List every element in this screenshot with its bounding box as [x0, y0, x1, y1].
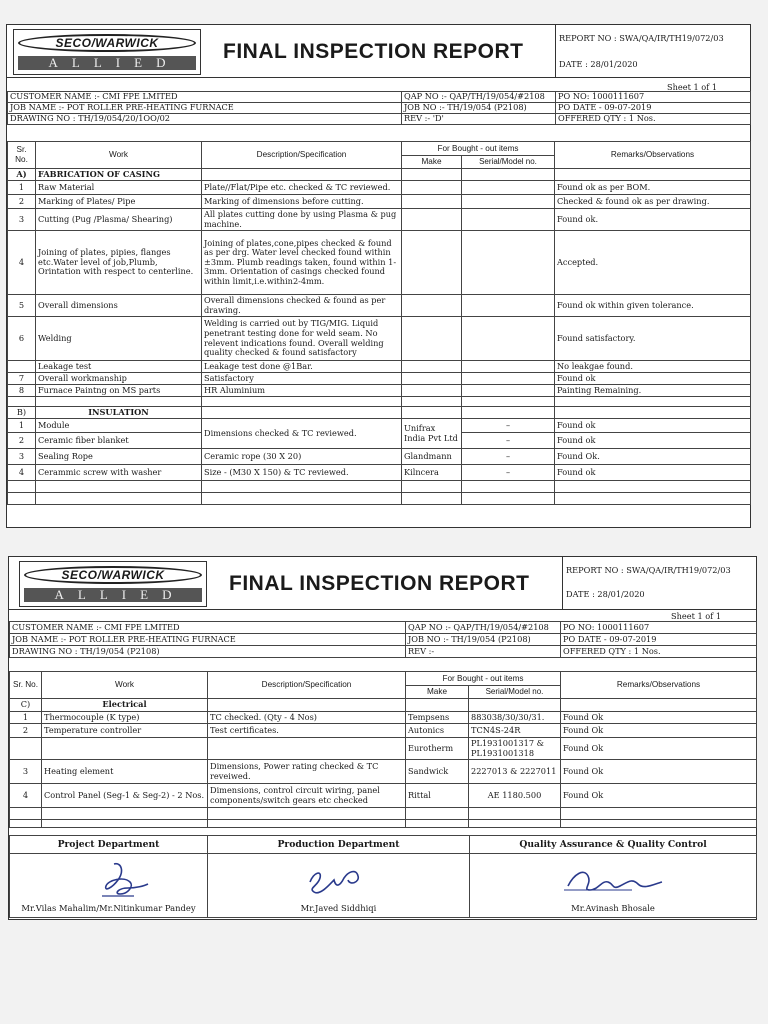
job-no: JOB NO :- TH/19/054 (P2108): [406, 634, 561, 646]
qap-no: QAP NO :- QAP/TH/19/054/#2108: [406, 622, 561, 634]
row-remark: No leakgae found.: [555, 361, 751, 373]
row-remark: Found ok: [555, 373, 751, 385]
col-desc: Description/Specification: [208, 672, 406, 699]
table-row: [8, 419, 751, 433]
col-desc: Description/Specification: [202, 142, 402, 169]
table-row: [10, 760, 757, 784]
row-make: Sandwick: [406, 760, 469, 784]
row-work: Overall workmanship: [36, 373, 202, 385]
row-sr: 3: [8, 449, 36, 465]
row-remark: Found ok: [555, 465, 751, 481]
qa-signature-cell: [470, 854, 757, 918]
production-signatory: Mr.Javed Siddhiqi: [300, 903, 377, 914]
table-row: [8, 209, 751, 231]
row-work: Temperature controller: [42, 724, 208, 738]
row-sr: 7: [8, 373, 36, 385]
row-desc: Marking of dimensions before cutting.: [202, 195, 402, 209]
report-title: FINAL INSPECTION REPORT: [229, 572, 530, 595]
row-work: Leakage test: [36, 361, 202, 373]
col-sr: Sr. No.: [8, 142, 36, 169]
section-sr: C): [10, 699, 42, 712]
qa-signatory: Mr.Avinash Bhosale: [571, 903, 655, 914]
row-desc: TC checked. (Qty - 4 Nos): [208, 712, 406, 724]
row-sr: 2: [8, 433, 36, 449]
row-sr: 1: [8, 181, 36, 195]
row-remark: Found ok within given tolerance.: [555, 295, 751, 317]
signature-table: [9, 835, 757, 918]
col-make: Make: [402, 156, 462, 169]
row-make: Unifrax India Pvt Ltd: [402, 419, 462, 449]
row-remark: Found Ok.: [555, 449, 751, 465]
row-sr: [10, 738, 42, 760]
row-desc: Plate//Flat/Pipe etc. checked & TC reviewed.: [202, 181, 402, 195]
row-desc: Dimensions, Power rating checked & TC reveiwed.: [208, 760, 406, 784]
row-desc: Overall dimensions checked & found as per drawing.: [202, 295, 402, 317]
production-signature-cell: [208, 854, 470, 918]
row-make: Rittal: [406, 784, 469, 808]
row-serial: –: [462, 449, 555, 465]
row-serial: TCN4S-24R: [469, 724, 561, 738]
section-title: Electrical: [42, 699, 208, 712]
logo-top-text: SECO/WARWICK: [24, 566, 202, 584]
row-desc: Satisfactory: [202, 373, 402, 385]
logo-bottom-text: ALLIED: [18, 56, 196, 70]
report-sheet-2: [8, 556, 757, 920]
qap-no: QAP NO :- QAP/TH/19/054/#2108: [402, 92, 556, 103]
section-title: INSULATION: [36, 407, 202, 419]
info-table: [9, 621, 757, 658]
table-row: [10, 738, 757, 760]
row-work: Joining of plates, pipies, flanges etc.Water level of job,Plumb, Orintation with respect to centerline.: [36, 231, 202, 295]
row-sr: 3: [10, 760, 42, 784]
row-sr: 8: [8, 385, 36, 397]
qa-dept-label: Quality Assurance & Quality Control: [470, 836, 757, 854]
row-work: Module: [36, 419, 202, 433]
inspection-table-2: [9, 671, 757, 828]
row-work: Raw Material: [36, 181, 202, 195]
row-make: Autonics: [406, 724, 469, 738]
table-row: [8, 361, 751, 373]
po-no: PO NO: 1000111607: [556, 92, 751, 103]
row-sr: 4: [10, 784, 42, 808]
row-desc: Dimensions, control circuit wiring, panel components/switch gears etc checked: [208, 784, 406, 808]
col-sr: Sr. No.: [10, 672, 42, 699]
report-number: REPORT NO : SWA/QA/IR/TH19/072/03: [566, 565, 731, 575]
col-work: Work: [42, 672, 208, 699]
row-sr: 2: [10, 724, 42, 738]
revision: REV :-: [406, 646, 561, 658]
header-band: [9, 557, 756, 610]
row-sr: 2: [8, 195, 36, 209]
sheet-count: Sheet 1 of 1: [671, 611, 722, 621]
table-row: [8, 181, 751, 195]
section-title: FABRICATION OF CASING: [36, 169, 202, 181]
row-make: Glandmann: [402, 449, 462, 465]
row-remark: Found ok.: [555, 209, 751, 231]
table-row: [10, 724, 757, 738]
job-name: JOB NAME :- POT ROLLER PRE-HEATING FURNACE: [8, 103, 402, 114]
row-serial: –: [462, 465, 555, 481]
row-serial: AE 1180.500: [469, 784, 561, 808]
col-serial: Serial/Model no.: [462, 156, 555, 169]
row-remark: Painting Remaining.: [555, 385, 751, 397]
row-sr: 5: [8, 295, 36, 317]
table-row: [10, 712, 757, 724]
row-remark: Found Ok: [561, 738, 757, 760]
col-remarks: Remarks/Observations: [555, 142, 751, 169]
row-work: Ceramic fiber blanket: [36, 433, 202, 449]
row-work: Cerammic screw with washer: [36, 465, 202, 481]
logo-bottom-text: ALLIED: [24, 588, 202, 602]
inspection-table-1: [7, 141, 751, 505]
logo-top-text: SECO/WARWICK: [18, 34, 196, 52]
drawing-no: DRAWING NO : TH/19/054/20/1OO/02: [8, 114, 402, 125]
production-dept-label: Production Department: [208, 836, 470, 854]
po-date: PO DATE - 09-07-2019: [556, 103, 751, 114]
job-no: JOB NO :- TH/19/054 (P2108): [402, 103, 556, 114]
row-sr: 3: [8, 209, 36, 231]
info-table: [7, 91, 751, 125]
col-serial: Serial/Model no.: [469, 686, 561, 699]
sheet-count: Sheet 1 of 1: [667, 82, 718, 92]
signature-2: [300, 858, 370, 900]
signature-1: [94, 858, 154, 900]
row-remark: Checked & found ok as per drawing.: [555, 195, 751, 209]
report-date: DATE : 28/01/2020: [559, 59, 638, 69]
row-serial: –: [462, 433, 555, 449]
row-desc: [208, 738, 406, 760]
row-work: Control Panel (Seg-1 & Seg-2) - 2 Nos.: [42, 784, 208, 808]
row-remark: Found ok: [555, 433, 751, 449]
row-serial: –: [462, 419, 555, 433]
table-row: [8, 385, 751, 397]
project-signatory: Mr.Vilas Mahalim/Mr.Nitinkumar Pandey: [21, 903, 196, 914]
section-sr: A): [8, 169, 36, 181]
row-remark: Found Ok: [561, 760, 757, 784]
col-bought: For Bought - out items: [402, 142, 555, 156]
project-signature-cell: [10, 854, 208, 918]
project-dept-label: Project Department: [10, 836, 208, 854]
table-row: [8, 373, 751, 385]
signature-3: [562, 860, 672, 900]
row-remark: Found ok as per BOM.: [555, 181, 751, 195]
table-row: [8, 195, 751, 209]
col-work: Work: [36, 142, 202, 169]
row-desc: Leakage test done @1Bar.: [202, 361, 402, 373]
header-band: [7, 25, 750, 78]
drawing-no: DRAWING NO : TH/19/054 (P2108): [10, 646, 406, 658]
report-date: DATE : 28/01/2020: [566, 589, 645, 599]
row-desc: Test certificates.: [208, 724, 406, 738]
table-row: [8, 295, 751, 317]
row-remark: Found Ok: [561, 724, 757, 738]
row-serial: 2227013 & 2227011: [469, 760, 561, 784]
job-name: JOB NAME :- POT ROLLER PRE-HEATING FURNACE: [10, 634, 406, 646]
row-work: Welding: [36, 317, 202, 361]
col-make: Make: [406, 686, 469, 699]
company-logo: [13, 29, 201, 75]
report-title: FINAL INSPECTION REPORT: [223, 40, 524, 63]
po-no: PO NO: 1000111607: [561, 622, 757, 634]
col-bought: For Bought - out items: [406, 672, 561, 686]
row-work: Heating element: [42, 760, 208, 784]
customer-name: CUSTOMER NAME :- CMI FPE LMITED: [10, 622, 406, 634]
section-sr: B): [8, 407, 36, 419]
row-desc: Dimensions checked & TC reviewed.: [202, 419, 402, 449]
row-sr: 1: [10, 712, 42, 724]
row-desc: HR Aluminium: [202, 385, 402, 397]
row-make: Eurotherm: [406, 738, 469, 760]
offered-qty: OFFERED QTY : 1 Nos.: [561, 646, 757, 658]
col-remarks: Remarks/Observations: [561, 672, 757, 699]
revision: REV :- 'D': [402, 114, 556, 125]
row-work: Overall dimensions: [36, 295, 202, 317]
table-row: [10, 784, 757, 808]
row-work: Marking of Plates/ Pipe: [36, 195, 202, 209]
row-work: Thermocouple (K type): [42, 712, 208, 724]
row-work: Sealing Rope: [36, 449, 202, 465]
row-desc: Joining of plates,cone,pipes checked & found as per drg. Water level checked found within ±3mm. Plumb readings taken, found within 1-3mm. Orientation of casings checked found within limit,i.e.within2-4mm.: [202, 231, 402, 295]
row-serial: 883038/30/30/31.: [469, 712, 561, 724]
row-desc: Size - (M30 X 150) & TC reviewed.: [202, 465, 402, 481]
row-remark: Found Ok: [561, 712, 757, 724]
row-sr: 1: [8, 419, 36, 433]
divider: [562, 557, 563, 609]
company-logo: [19, 561, 207, 607]
row-sr: 4: [8, 465, 36, 481]
row-work: [42, 738, 208, 760]
row-desc: Welding is carried out by TIG/MIG. Liquid penetrant testing done for weld seam. No relevent indications found. Overall welding quality checked & found satisfactory: [202, 317, 402, 361]
table-row: [8, 231, 751, 295]
row-remark: Found ok: [555, 419, 751, 433]
row-serial: PL1931001317 & PL1931001318: [469, 738, 561, 760]
row-work: Furnace Paintng on MS parts: [36, 385, 202, 397]
report-number: REPORT NO : SWA/QA/IR/TH19/072/03: [559, 33, 724, 43]
customer-name: CUSTOMER NAME :- CMI FPE LMITED: [8, 92, 402, 103]
row-remark: Found Ok: [561, 784, 757, 808]
row-sr: 4: [8, 231, 36, 295]
row-sr: [8, 361, 36, 373]
po-date: PO DATE - 09-07-2019: [561, 634, 757, 646]
row-sr: 6: [8, 317, 36, 361]
divider: [555, 25, 556, 77]
row-work: Cutting (Pug /Plasma/ Shearing): [36, 209, 202, 231]
row-remark: Accepted.: [555, 231, 751, 295]
table-row: [8, 465, 751, 481]
report-sheet-1: [6, 24, 751, 528]
row-desc: All plates cutting done by using Plasma & pug machine.: [202, 209, 402, 231]
table-row: [8, 449, 751, 465]
table-row: [8, 317, 751, 361]
row-make: Tempsens: [406, 712, 469, 724]
row-make: Kilncera: [402, 465, 462, 481]
row-desc: Ceramic rope (30 X 20): [202, 449, 402, 465]
offered-qty: OFFERED QTY : 1 Nos.: [556, 114, 751, 125]
row-remark: Found satisfactory.: [555, 317, 751, 361]
